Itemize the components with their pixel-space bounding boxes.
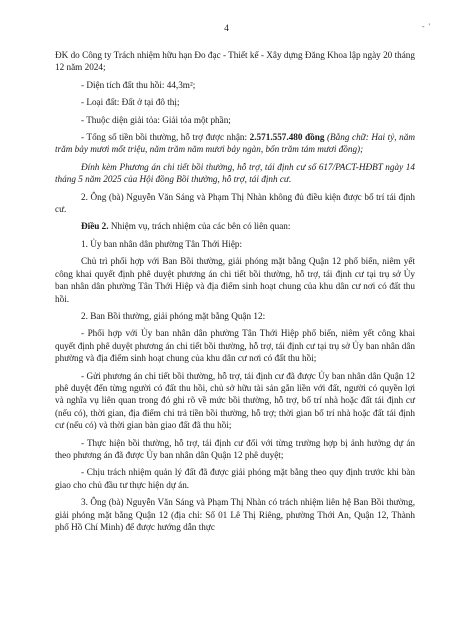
paragraph-resettlement: 2. Ông (bà) Nguyễn Văn Sáng và Phạm Thị Nhàn không đủ điều kiện được bố trí tái định cư. [55, 191, 415, 215]
corner-mark: - ' [421, 22, 431, 31]
section-3-body: 3. Ông (bà) Nguyễn Văn Sáng và Phạm Thị Nhàn có trách nhiệm liên hệ Ban Bồi thường, giải phóng mặt bằng Quận 12 (địa chỉ: Số 01 Lê Thị Riêng, phường Thới An, Quận 12, Thành phố Hồ Chí Minh) để được hướng dẫn thực [55, 497, 415, 532]
document-body [55, 49, 415, 538]
section-2-item-2: - Gửi phương án chi tiết bồi thường, hỗ trợ, tái định cư đã được Ủy ban nhân dân Quận 12 phê duyệt đến từng người có đất thu hồi, chủ sở hữu tài sản gắn liền với đất, người có quyền lợi và nghĩa vụ liên quan trong đó ghi rõ về mức bồi thường, hỗ trợ, bố trí nhà hoặc đất tái định cư (nếu có), thời gian, địa điểm chi trả tiền bồi thường, hỗ trợ; thời gian bố trí nhà hoặc đất tái định cư (nếu có) và thời gian bàn giao đất đã thu hồi; [55, 370, 415, 431]
paragraph-land-type: - Loại đất: Đất ở tại đô thị; [81, 97, 180, 108]
paragraph-clearance: - Thuộc diện giải tỏa: Giải tỏa một phần; [81, 114, 231, 125]
section-2-item-4: - Chịu trách nhiệm quản lý đất đã được giải phóng mặt bằng theo quy định trước khi bàn giao cho chủ đầu tư thực hiện dự án. [55, 467, 415, 490]
compensation-lead: - Tổng số tiền bồi thường, hỗ trợ được nhận: [81, 132, 250, 143]
section-2-heading: 2. Ban Bồi thường, giải phóng mặt bằng Quận 12: [81, 310, 266, 321]
paragraph-attachment [55, 161, 415, 186]
section-2-item-1: - Phối hợp với Ủy ban nhân dân phường Tân Thới Hiệp phổ biến, niêm yết công khai quyết định phê duyệt phương án chi tiết bồi thường, hỗ trợ, tái định cư tại trụ sở Ủy ban nhân dân phường và địa điểm sinh hoạt chung của khu dân cư nơi có đất thu hồi; [55, 328, 415, 364]
compensation-amount: 2.571.557.480 đồng [249, 132, 325, 143]
article-2-heading [55, 220, 415, 232]
paragraph-area: - Diện tích đất thu hồi: 44,3m²; [81, 79, 196, 90]
paragraph-registration: ĐK do Công ty Trách nhiệm hữu hạn Đo đạc - Thiết kế - Xây dựng Đăng Khoa lập ngày 20 tháng 12 năm 2024; [55, 50, 415, 73]
section-2-item-3: - Thực hiện bồi thường, hỗ trợ, tái định cư đối với từng trường hợp bị ảnh hưởng dự án theo phương án đã được Ủy ban nhân dân Quận 12 phê duyệt; [55, 437, 415, 460]
page-number: 4 [224, 24, 229, 34]
compensation-in-words: (Bằng chữ: Hai tỷ, năm trăm bảy mươi mốt triệu, năm trăm năm mươi bảy ngàn, bốn trăm tám mươi đồng); [55, 132, 415, 155]
section-1-heading: 1. Ủy ban nhân dân phường Tân Thới Hiệp: [81, 238, 243, 249]
section-1-body: Chủ trì phối hợp với Ban Bồi thường, giải phóng mặt bằng Quận 12 phổ biến, niêm yết công khai quyết định phê duyệt phương án chi tiết bồi thường, hỗ trợ, tái định cư tại trụ sở Ủy ban nhân dân phường Tân Thới Hiệp và địa điểm sinh hoạt chung của khu dân cư nơi có đất thu hồi. [55, 256, 415, 304]
article-2-title: Nhiệm vụ, trách nhiệm của các bên có liên quan: [108, 221, 291, 232]
paragraph-compensation-total [55, 131, 415, 156]
article-2-label: Điều 2. [81, 221, 109, 232]
attachment-text: Đính kèm Phương án chi tiết bồi thường, hỗ trợ, tái định cư số 617/PACT-HĐBT ngày 14 tháng 5 năm 2025 của Hội đồng Bồi thường, hỗ trợ, tái định cư. [55, 161, 415, 185]
